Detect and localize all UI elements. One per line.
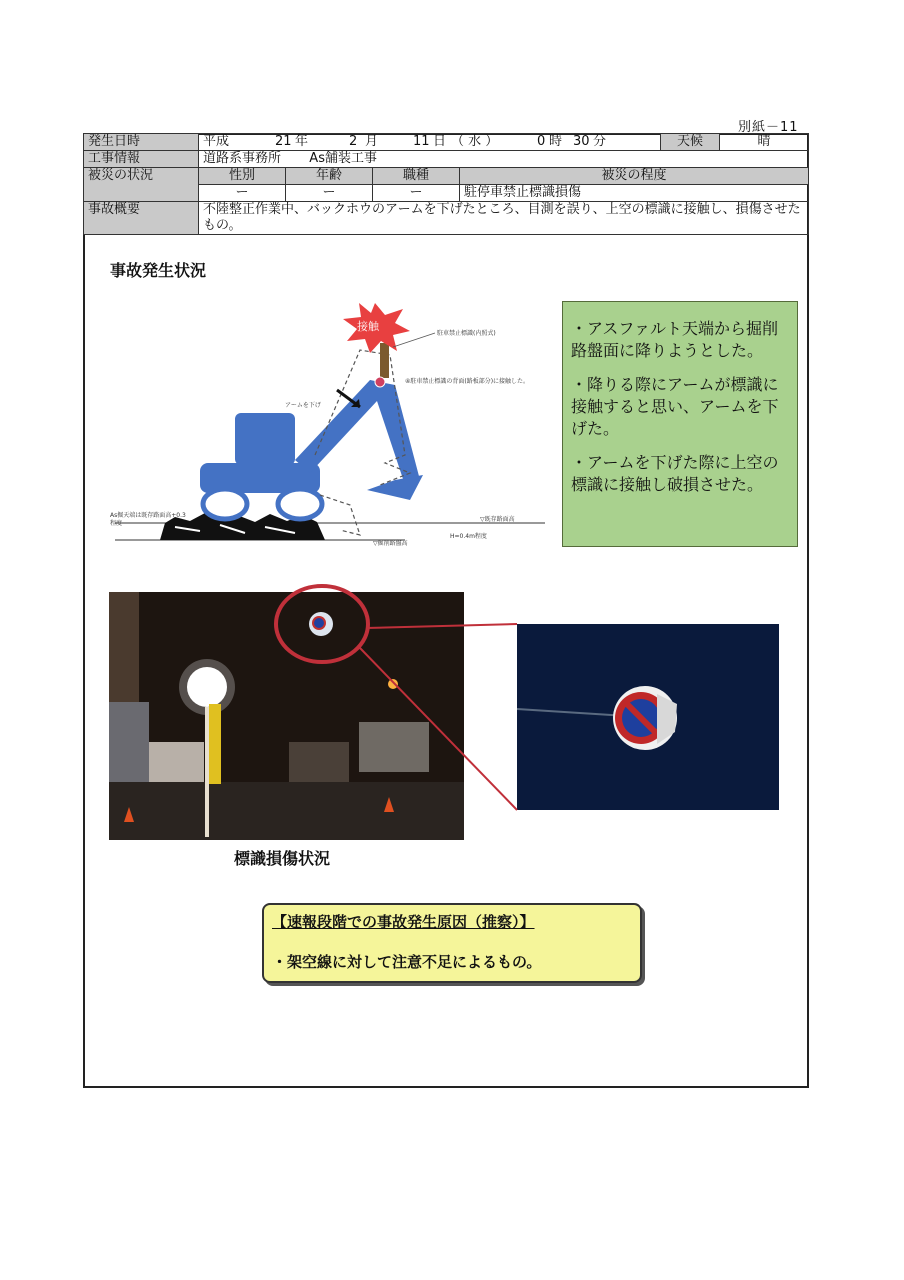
excavation-level-label: ▽掘削路盤高 xyxy=(373,540,408,547)
job-label: 職種 xyxy=(373,168,460,185)
sex-label: 性別 xyxy=(199,168,286,185)
era: 平成 xyxy=(203,134,230,149)
excavator-arm xyxy=(370,380,420,485)
damage-label: 被災の状況 xyxy=(84,168,199,202)
dashed-bucket-outline xyxy=(320,495,360,535)
age-value: ー xyxy=(286,185,373,202)
info-table xyxy=(83,133,809,235)
hour: 0 xyxy=(537,134,546,149)
sign-label: 駐車禁止標識(内照式) xyxy=(437,330,496,337)
date-row xyxy=(84,134,809,151)
contact-note: ④駐車禁止標識の背面(路板部分)に接触した。 xyxy=(405,378,530,385)
summary-text: 不陸整正作業中、バックホウのアームを下げたところ、目測を誤り、上空の標識に接触し、損傷させたもの。 xyxy=(199,202,809,235)
contact-point-icon xyxy=(375,377,385,387)
cause-text: ・架空線に対して注意不足によるもの。 xyxy=(272,953,542,971)
cause-box xyxy=(262,903,642,983)
year: 21 xyxy=(275,134,292,149)
weekday: （ 水 ） xyxy=(451,134,499,149)
as-label-1: As掘天端は既存路面高+0.3 xyxy=(110,512,186,519)
year-unit: 年 xyxy=(295,134,309,149)
summary-label: 事故概要 xyxy=(84,202,199,235)
sheet-number: 別紙－11 xyxy=(738,120,799,135)
office-name: 道路系事務所 xyxy=(203,151,282,166)
degree-label: 被災の程度 xyxy=(460,168,809,185)
hour-unit: 時 xyxy=(549,134,563,149)
note-3: ・アームを下げた際に上空の標識に接触し破損させた。 xyxy=(571,453,779,494)
excavator-cab xyxy=(235,413,295,465)
sign-pole xyxy=(380,343,389,378)
zoom-line-top xyxy=(366,624,517,628)
job-value: ー xyxy=(373,185,460,202)
work-name: As舗装工事 xyxy=(309,151,377,166)
summary-row xyxy=(84,202,809,235)
excavator-diagram xyxy=(105,295,555,555)
weather-label: 天候 xyxy=(661,134,720,151)
section-title: 事故発生状況 xyxy=(110,261,207,280)
photo-caption: 標識損傷状況 xyxy=(234,849,331,868)
arm-label: アームを下げ xyxy=(285,402,321,409)
height-label: H=0.4m程度 xyxy=(450,533,487,540)
note-1: ・アスファルト天端から掘削路盤面に降りようとした。 xyxy=(571,319,779,360)
leader-line xyxy=(393,333,435,347)
excavator-wheel-left xyxy=(203,489,247,519)
work-cell xyxy=(199,151,809,168)
age-label: 年齢 xyxy=(286,168,373,185)
zoom-callout xyxy=(270,578,790,818)
minute: 30 xyxy=(573,134,590,149)
note-2: ・降りる際にアームが標識に接触すると思い、アームを下げた。 xyxy=(571,375,779,438)
work-label: 工事情報 xyxy=(84,151,199,168)
minute-unit: 分 xyxy=(593,134,607,149)
day-unit: 日 xyxy=(433,134,447,149)
date-cell xyxy=(199,134,661,151)
existing-level-label: ▽既存路面高 xyxy=(480,516,515,523)
as-label-2: 程度 xyxy=(110,520,123,527)
cause-title: 【速報段階での事故発生原因（推察）】 xyxy=(272,913,535,931)
zoom-circle xyxy=(276,586,368,662)
sex-value: ー xyxy=(199,185,286,202)
month-unit: 月 xyxy=(365,134,379,149)
weather-value: 晴 xyxy=(720,134,809,151)
notes-box xyxy=(562,301,798,547)
damage-header-row xyxy=(84,168,809,185)
work-row xyxy=(84,151,809,168)
zoom-line-bottom xyxy=(360,648,517,810)
degree-value: 駐停車禁止標識損傷 xyxy=(460,185,809,202)
excavator-wheel-right xyxy=(278,489,322,519)
contact-label: 接触 xyxy=(357,320,379,333)
month: 2 xyxy=(349,134,358,149)
day: 11 xyxy=(413,134,430,149)
date-label: 発生日時 xyxy=(84,134,199,151)
